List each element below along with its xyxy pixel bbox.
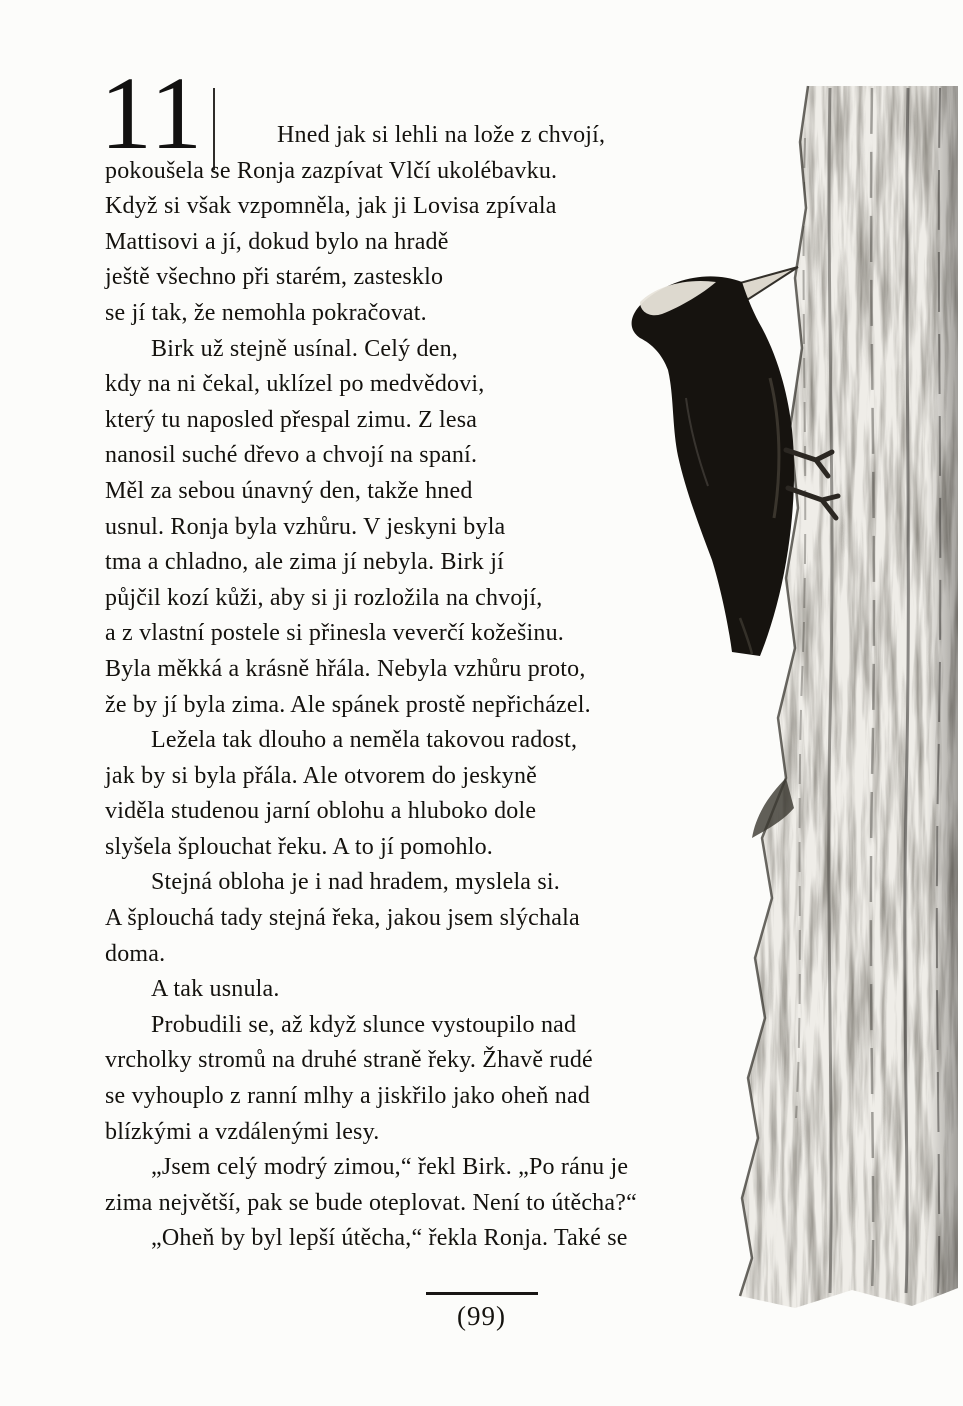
- text-line: slyšela šplouchat řeku. A to jí pomohlo.: [105, 833, 493, 860]
- text-line: že by jí byla zima. Ale spánek prostě nepřicházel.: [105, 691, 591, 718]
- text-line: se jí tak, že nemohla pokračovat.: [105, 299, 427, 326]
- text-line: blízkými a vzdálenými lesy.: [105, 1118, 380, 1145]
- text-line: se vyhouplo z ranní mlhy a jiskřilo jako oheň nad: [105, 1083, 591, 1110]
- text-line: Stejná obloha je i nad hradem, myslela si.: [151, 869, 560, 896]
- woodpecker-beak: [740, 267, 798, 300]
- text-line: Probudili se, až když slunce vystoupilo nad: [151, 1011, 577, 1038]
- text-line: a z vlastní postele si přinesla veverčí kožešinu.: [105, 620, 564, 647]
- text-line: jak by si byla přála. Ale otvorem do jeskyně: [105, 762, 538, 789]
- body-text: [105, 118, 745, 1257]
- text-line: půjčil kozí kůži, aby si ji rozložila na chvojí,: [105, 584, 543, 611]
- text-line: Ležela tak dlouho a neměla takovou radost,: [151, 727, 578, 754]
- text-line: doma.: [105, 940, 166, 967]
- text-line: Byla měkká a krásně hřála. Nebyla vzhůru proto,: [105, 655, 586, 682]
- text-line: usnul. Ronja byla vzhůru. V jeskyni byla: [105, 513, 506, 540]
- text-line: tma a chladno, ale zima jí nebyla. Birk jí: [105, 549, 504, 576]
- text-line: viděla studenou jarní oblohu a hluboko dole: [105, 798, 537, 825]
- text-line: „Jsem celý modrý zimou,“ řekl Birk. „Po ránu je: [151, 1154, 629, 1181]
- text-line: Když si však vzpomněla, jak ji Lovisa zpívala: [105, 193, 557, 220]
- text-line: A tak usnula.: [151, 976, 280, 1003]
- text-line: Birk už stejně usínal. Celý den,: [151, 335, 459, 362]
- text-line: vrcholky stromů na druhé straně řeky. Žhavě rudé: [105, 1047, 593, 1074]
- tree-trunk: [730, 78, 963, 1318]
- text-line: Měl za sebou únavný den, takže hned: [105, 477, 473, 504]
- text-line: „Oheň by byl lepší útěcha,“ řekla Ronja. Také se: [151, 1225, 628, 1252]
- text-line: který tu naposled přespal zimu. Z lesa: [105, 406, 478, 433]
- text-line: Hned jak si lehli na lože z chvojí,: [277, 122, 606, 148]
- text-line: zima největší, pak se bude oteplovat. Není to útěcha?“: [105, 1189, 637, 1216]
- chapter-number: 11: [100, 56, 205, 171]
- text-line: nanosil suché dřevo a chvojí na spaní.: [105, 442, 478, 469]
- text-line: kdy na ni čekal, uklízel po medvědovi,: [105, 371, 485, 398]
- text-line: Mattisovi a jí, dokud bylo na hradě: [105, 228, 449, 255]
- page-number-rule: [426, 1292, 538, 1295]
- page-footer: [0, 1292, 963, 1332]
- text-line: A šplouchá tady stejná řeka, jakou jsem slýchala: [105, 905, 580, 932]
- text-line: pokoušela se Ronja zazpívat Vlčí ukolébavku.: [105, 157, 558, 184]
- page-number: (99): [457, 1301, 506, 1331]
- text-line: ještě všechno při starém, zastesklo: [105, 264, 444, 291]
